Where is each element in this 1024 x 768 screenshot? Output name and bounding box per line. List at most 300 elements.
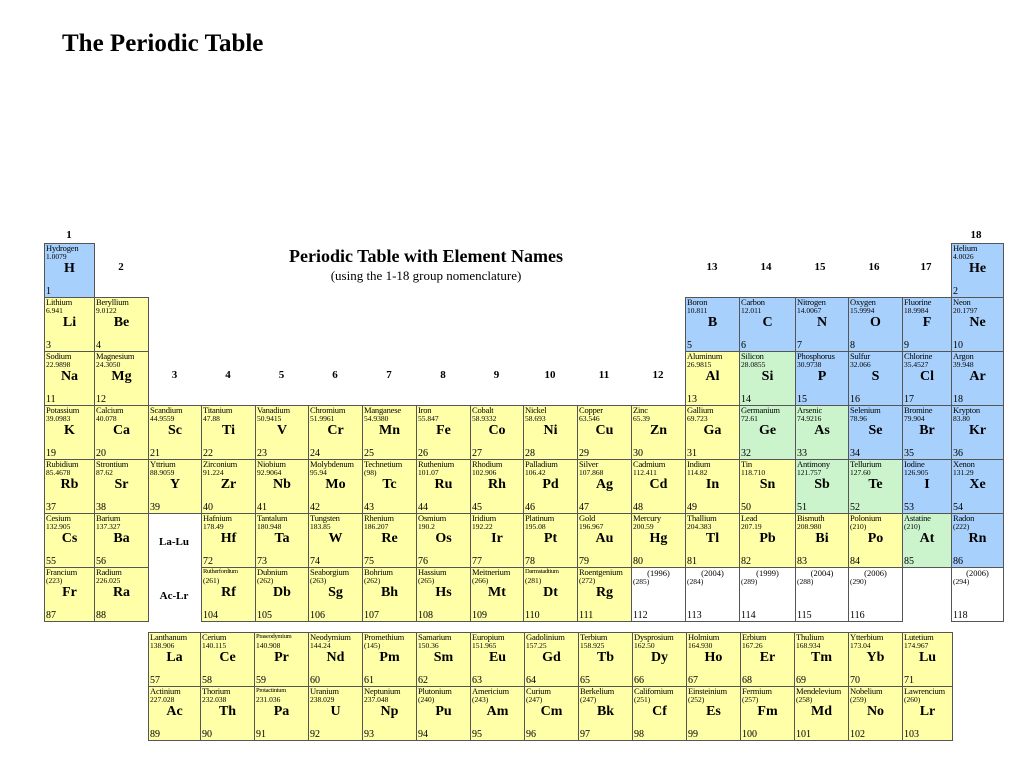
- atomic-mass: 39.0983: [46, 414, 71, 423]
- atomic-mass: 150.36: [418, 641, 439, 650]
- atomic-mass: 168.934: [796, 641, 821, 650]
- atomic-mass: (262): [257, 576, 274, 585]
- atomic-mass: 174.967: [904, 641, 929, 650]
- element-cell-es: [686, 686, 741, 741]
- atomic-number: 40: [203, 502, 213, 513]
- element-cell-as: [795, 405, 849, 460]
- element-name: Krypton: [953, 405, 980, 415]
- atomic-number: 71: [904, 675, 914, 686]
- element-name: Protactinium: [256, 687, 286, 694]
- element-cell-y: [148, 459, 202, 514]
- atomic-mass: 87.62: [96, 468, 113, 477]
- element-cell-br: [902, 405, 952, 460]
- element-symbol: Bi: [815, 531, 829, 546]
- element-symbol: Pb: [759, 531, 776, 546]
- element-symbol: Sb: [814, 477, 830, 492]
- group-label-10: 10: [544, 369, 556, 381]
- atomic-mass: 50.9415: [257, 414, 282, 423]
- discovery-year: (2004): [701, 568, 724, 578]
- atomic-number: 18: [953, 394, 963, 405]
- atomic-mass: (272): [579, 576, 596, 585]
- element-name: Terbium: [580, 632, 608, 642]
- element-name: Thorium: [202, 686, 231, 696]
- atomic-mass: (258): [796, 695, 813, 704]
- element-symbol: Cu: [595, 423, 614, 438]
- atomic-mass: 40.078: [96, 414, 117, 423]
- atomic-number: 27: [472, 448, 482, 459]
- element-symbol: Fe: [436, 423, 451, 438]
- element-cell-hf: [201, 513, 256, 568]
- element-name: Samarium: [418, 632, 452, 642]
- element-symbol: No: [866, 704, 885, 719]
- element-name: Thulium: [796, 632, 824, 642]
- element-cell-ca: [94, 405, 149, 460]
- atomic-number: 109: [472, 610, 487, 621]
- element-symbol: Xe: [969, 477, 986, 492]
- atomic-mass: (247): [526, 695, 543, 704]
- element-symbol: He: [968, 261, 987, 276]
- element-name: Tungsten: [310, 513, 340, 523]
- atomic-number: 12: [96, 394, 106, 405]
- element-cell-ar: [951, 351, 1004, 406]
- element-symbol: Os: [435, 531, 452, 546]
- element-cell-tb: [578, 632, 633, 687]
- element-symbol: Dy: [650, 650, 669, 665]
- atomic-mass: 186.207: [364, 522, 389, 531]
- element-name: Fluorine: [904, 297, 932, 307]
- element-symbol: At: [919, 531, 935, 546]
- element-symbol: Rh: [488, 477, 506, 492]
- atomic-mass: 20.1797: [953, 306, 978, 315]
- element-name: Technetium: [364, 459, 403, 469]
- element-name: Bromine: [904, 405, 933, 415]
- atomic-mass: 192.22: [472, 522, 493, 531]
- element-name: Platinum: [525, 513, 555, 523]
- element-symbol: Te: [868, 477, 883, 492]
- element-name: Lutetium: [904, 632, 934, 642]
- element-symbol: Lu: [918, 650, 937, 665]
- atomic-mass: 10.811: [687, 306, 708, 315]
- element-cell-lr: [902, 686, 953, 741]
- atomic-mass: 91.224: [203, 468, 224, 477]
- atomic-mass: (263): [310, 576, 327, 585]
- element-symbol: Cr: [327, 423, 344, 438]
- element-cell-pa: [254, 686, 309, 741]
- element-symbol: Ni: [543, 423, 558, 438]
- atomic-mass: 237.048: [364, 695, 389, 704]
- element-symbol: Au: [595, 531, 614, 546]
- element-symbol: Pm: [379, 650, 400, 665]
- atomic-mass: (266): [472, 576, 489, 585]
- element-name: Radium: [96, 567, 122, 577]
- element-symbol: Th: [218, 704, 237, 719]
- element-symbol: Tl: [705, 531, 720, 546]
- group-label-11: 11: [598, 369, 610, 381]
- atomic-mass: 167.26: [742, 641, 763, 650]
- element-name: Meitnerium: [472, 567, 511, 577]
- atomic-number: 3: [46, 340, 51, 351]
- atomic-mass: 114.82: [687, 468, 708, 477]
- atomic-number: 63: [472, 675, 482, 686]
- element-cell-cf: [632, 686, 687, 741]
- group-label-17: 17: [920, 261, 932, 273]
- element-name: Californium: [634, 686, 674, 696]
- atomic-mass: 118.710: [741, 468, 766, 477]
- element-name: Neptunium: [364, 686, 401, 696]
- atomic-mass: 63.546: [579, 414, 600, 423]
- atomic-number: 54: [953, 502, 963, 513]
- element-symbol: Dt: [543, 585, 558, 600]
- atomic-mass: (281): [525, 576, 542, 585]
- element-cell-pr: [254, 632, 309, 687]
- atomic-mass: (290): [850, 577, 867, 586]
- element-cell-hs: [416, 567, 471, 622]
- element-name: Niobium: [257, 459, 286, 469]
- element-symbol: Ce: [219, 650, 236, 665]
- atomic-mass: 232.038: [202, 695, 227, 704]
- element-symbol: Hf: [220, 531, 237, 546]
- group-label-6: 6: [332, 369, 338, 381]
- element-symbol: S: [871, 369, 880, 384]
- element-cell-li: [44, 297, 95, 352]
- atomic-number: 115: [797, 610, 812, 621]
- atomic-mass: 226.025: [96, 576, 121, 585]
- element-symbol: Mt: [488, 585, 506, 600]
- atomic-number: 15: [797, 394, 807, 405]
- group-label-1: 1: [66, 229, 72, 241]
- element-cell-sg: [308, 567, 363, 622]
- atomic-mass: 102.906: [472, 468, 497, 477]
- atomic-number: 98: [634, 729, 644, 740]
- element-name: Vanadium: [257, 405, 290, 415]
- atomic-mass: 30.9738: [797, 360, 822, 369]
- atomic-number: 83: [797, 556, 807, 567]
- atomic-mass: 158.925: [580, 641, 605, 650]
- atomic-number: 29: [579, 448, 589, 459]
- element-cell-os: [416, 513, 471, 568]
- element-name: Silver: [579, 459, 599, 469]
- atomic-mass: (240): [418, 695, 435, 704]
- element-name: Polonium: [850, 513, 882, 523]
- element-cell-pu: [416, 686, 471, 741]
- element-cell-tl: [685, 513, 740, 568]
- element-symbol: Rg: [595, 585, 614, 600]
- atomic-number: 21: [150, 448, 160, 459]
- element-cell-ru: [416, 459, 471, 514]
- atomic-mass: (289): [741, 577, 758, 586]
- group-label-9: 9: [493, 369, 500, 381]
- element-symbol: Pu: [435, 704, 452, 719]
- element-symbol: Sr: [114, 477, 129, 492]
- atomic-number: 72: [203, 556, 213, 567]
- element-name: Potassium: [46, 405, 80, 415]
- element-symbol: Fr: [62, 585, 77, 600]
- atomic-mass: (210): [850, 522, 867, 531]
- atomic-number: 111: [579, 610, 594, 621]
- atomic-number: 45: [472, 502, 482, 513]
- element-cell-p: [795, 351, 849, 406]
- group-label-7: 7: [386, 369, 392, 381]
- element-symbol: Ga: [703, 423, 722, 438]
- atomic-number: 96: [526, 729, 536, 740]
- element-cell-i: [902, 459, 952, 514]
- element-symbol: In: [705, 477, 720, 492]
- element-cell-ce: [200, 632, 255, 687]
- element-name: Barium: [96, 513, 121, 523]
- atomic-number: 10: [953, 340, 963, 351]
- element-cell-h: [44, 243, 95, 298]
- element-cell-ho: [686, 632, 741, 687]
- atomic-mass: 6.941: [46, 306, 63, 315]
- element-symbol: Md: [811, 704, 832, 719]
- element-cell-hg: [631, 513, 686, 568]
- atomic-mass: 106.42: [525, 468, 546, 477]
- element-name: Palladium: [525, 459, 558, 469]
- element-name: Holmium: [688, 632, 720, 642]
- atomic-mass: 121.757: [797, 468, 822, 477]
- discovery-year: (2006): [966, 568, 989, 578]
- element-name: Francium: [46, 567, 77, 577]
- element-symbol: Ac: [166, 704, 183, 719]
- atomic-mass: 28.0855: [741, 360, 766, 369]
- element-cell-ra: [94, 567, 149, 622]
- element-symbol: Ne: [969, 315, 986, 330]
- element-name: Gadolinium: [526, 632, 565, 642]
- element-cell-he: [951, 243, 1004, 298]
- element-cell-sn: [739, 459, 796, 514]
- element-name: Lawrencium: [904, 686, 945, 696]
- element-name: Cerium: [202, 632, 227, 642]
- atomic-number: 44: [418, 502, 428, 513]
- element-cell-ir: [470, 513, 524, 568]
- element-cell-re: [362, 513, 417, 568]
- atomic-mass: (223): [46, 576, 63, 585]
- group-label-5: 5: [278, 369, 285, 381]
- element-symbol: Mn: [379, 423, 400, 438]
- atomic-number: 80: [633, 556, 643, 567]
- element-name: Cobalt: [472, 405, 494, 415]
- element-name: Seaborgium: [310, 567, 349, 577]
- element-cell-bi: [795, 513, 849, 568]
- atomic-mass: 195.08: [525, 522, 546, 531]
- atomic-mass: 138.906: [150, 641, 175, 650]
- element-name: Lead: [741, 513, 758, 523]
- element-cell-rn: [951, 513, 1004, 568]
- atomic-number: 84: [850, 556, 860, 567]
- atomic-mass: 151.965: [472, 641, 497, 650]
- element-name: Radon: [953, 513, 975, 523]
- element-name: Nobelium: [850, 686, 883, 696]
- atomic-number: 77: [472, 556, 482, 567]
- element-cell-in: [685, 459, 740, 514]
- atomic-number: 7: [797, 340, 802, 351]
- atomic-mass: (260): [904, 695, 921, 704]
- atomic-number: 116: [850, 610, 865, 621]
- atomic-number: 78: [525, 556, 535, 567]
- atomic-number: 95: [472, 729, 482, 740]
- element-symbol: Pr: [274, 650, 289, 665]
- element-symbol: Rn: [968, 531, 987, 546]
- element-name: Arsenic: [797, 405, 823, 415]
- element-symbol: Re: [381, 531, 398, 546]
- atomic-number: 43: [364, 502, 374, 513]
- element-symbol: Br: [919, 423, 935, 438]
- element-symbol: Cs: [61, 531, 78, 546]
- element-cell-mn: [362, 405, 417, 460]
- element-symbol: H: [64, 261, 75, 276]
- group-label-3: 3: [171, 369, 178, 381]
- atomic-mass: 39.948: [953, 360, 974, 369]
- atomic-number: 114: [741, 610, 756, 621]
- element-name: Sodium: [46, 351, 72, 361]
- element-cell-bh: [362, 567, 417, 622]
- element-cell-am: [470, 686, 525, 741]
- element-cell-pt: [523, 513, 578, 568]
- group-label-2: 2: [118, 261, 124, 273]
- atomic-number: 51: [797, 502, 807, 513]
- atomic-number: 36: [953, 448, 963, 459]
- atomic-number: 35: [904, 448, 914, 459]
- element-cell-at: [902, 513, 952, 568]
- atomic-number: 90: [202, 729, 212, 740]
- element-name: Neon: [953, 297, 971, 307]
- element-name: Rhodium: [472, 459, 503, 469]
- atomic-mass: 35.4527: [904, 360, 929, 369]
- element-symbol: Cm: [540, 704, 563, 719]
- atomic-number: 94: [418, 729, 428, 740]
- element-name: Copper: [579, 405, 603, 415]
- element-cell-si: [739, 351, 796, 406]
- element-cell-er: [740, 632, 795, 687]
- atomic-mass: 1.0079: [46, 252, 67, 261]
- atomic-number: 67: [688, 675, 698, 686]
- atomic-number: 31: [687, 448, 697, 459]
- element-name: Hydrogen: [46, 243, 79, 253]
- element-symbol: Ba: [113, 531, 130, 546]
- element-symbol: W: [328, 531, 343, 546]
- atomic-number: 70: [850, 675, 860, 686]
- element-cell-tm: [794, 632, 849, 687]
- element-name: Roentgenium: [579, 567, 623, 577]
- element-cell-pm: [362, 632, 417, 687]
- atomic-number: 59: [256, 675, 266, 686]
- element-symbol: Ti: [222, 423, 235, 438]
- atomic-number: 23: [257, 448, 267, 459]
- discovery-year: (1996): [647, 568, 670, 578]
- atomic-number: 52: [850, 502, 860, 513]
- element-symbol: Hg: [649, 531, 668, 546]
- atomic-mass: 4.0026: [953, 252, 974, 261]
- element-name: Rutherfordium: [203, 568, 238, 575]
- atomic-number: 91: [256, 729, 266, 740]
- element-symbol: Tm: [811, 650, 832, 665]
- element-cell-co: [470, 405, 524, 460]
- atomic-mass: 58.693: [525, 414, 546, 423]
- element-cell-z118: [951, 567, 1004, 622]
- element-cell-z115: [795, 567, 849, 622]
- atomic-mass: (251): [634, 695, 651, 704]
- atomic-mass: 196.967: [579, 522, 604, 531]
- atomic-mass: 157.25: [526, 641, 547, 650]
- element-name: Antimony: [797, 459, 830, 469]
- element-symbol: Tc: [382, 477, 397, 492]
- atomic-number: 42: [310, 502, 320, 513]
- atomic-mass: 173.04: [850, 641, 871, 650]
- element-symbol: C: [762, 315, 773, 330]
- element-cell-ni: [523, 405, 578, 460]
- atomic-mass: 140.908: [256, 641, 281, 650]
- atomic-mass: (288): [797, 577, 814, 586]
- element-name: Iron: [418, 405, 432, 415]
- element-name: Sulfur: [850, 351, 871, 361]
- element-name: Mendelevium: [796, 686, 842, 696]
- element-name: Cesium: [46, 513, 71, 523]
- element-cell-la: [148, 632, 201, 687]
- element-name: Osmium: [418, 513, 447, 523]
- atomic-number: 66: [634, 675, 644, 686]
- atomic-number: 50: [741, 502, 751, 513]
- atomic-number: 56: [96, 556, 106, 567]
- atomic-mass: 180.948: [257, 522, 282, 531]
- element-name: Mercury: [633, 513, 661, 523]
- element-name: Lithium: [46, 297, 72, 307]
- element-cell-f: [902, 297, 952, 352]
- atomic-mass: (145): [364, 641, 381, 650]
- element-symbol: Cl: [920, 369, 934, 384]
- element-symbol: Cf: [652, 704, 667, 719]
- element-cell-z113: [685, 567, 740, 622]
- element-name: Gold: [579, 513, 596, 523]
- atomic-mass: (294): [953, 577, 970, 586]
- atomic-mass: (98): [364, 468, 377, 477]
- atomic-number: 57: [150, 675, 160, 686]
- atomic-number: 92: [310, 729, 320, 740]
- element-cell-mo: [308, 459, 363, 514]
- atomic-number: 105: [257, 610, 272, 621]
- atomic-number: 108: [418, 610, 433, 621]
- element-symbol: Rb: [60, 477, 79, 492]
- atomic-mass: 72.61: [741, 414, 758, 423]
- element-symbol: Rf: [221, 585, 236, 600]
- element-name: Indium: [687, 459, 711, 469]
- element-cell-nd: [308, 632, 363, 687]
- atomic-number: 16: [850, 394, 860, 405]
- atomic-mass: (252): [688, 695, 705, 704]
- atomic-number: 9: [904, 340, 909, 351]
- element-cell-zr: [201, 459, 256, 514]
- atomic-mass: (243): [472, 695, 489, 704]
- element-symbol: Bk: [596, 704, 615, 719]
- atomic-number: 75: [364, 556, 374, 567]
- element-cell-sc: [148, 405, 202, 460]
- atomic-number: 32: [741, 448, 751, 459]
- atomic-number: 6: [741, 340, 746, 351]
- element-symbol: O: [870, 315, 881, 330]
- element-cell-u: [308, 686, 363, 741]
- atomic-mass: 200.59: [633, 522, 654, 531]
- element-cell-na: [44, 351, 95, 406]
- element-cell-k: [44, 405, 95, 460]
- atomic-mass: 69.723: [687, 414, 708, 423]
- atomic-mass: 65.39: [633, 414, 650, 423]
- element-name: Ruthenium: [418, 459, 454, 469]
- atomic-number: 8: [850, 340, 855, 351]
- atomic-mass: (262): [364, 576, 381, 585]
- atomic-number: 24: [310, 448, 320, 459]
- atomic-number: 37: [46, 502, 56, 513]
- element-name: Astatine: [904, 513, 931, 523]
- atomic-number: 34: [850, 448, 860, 459]
